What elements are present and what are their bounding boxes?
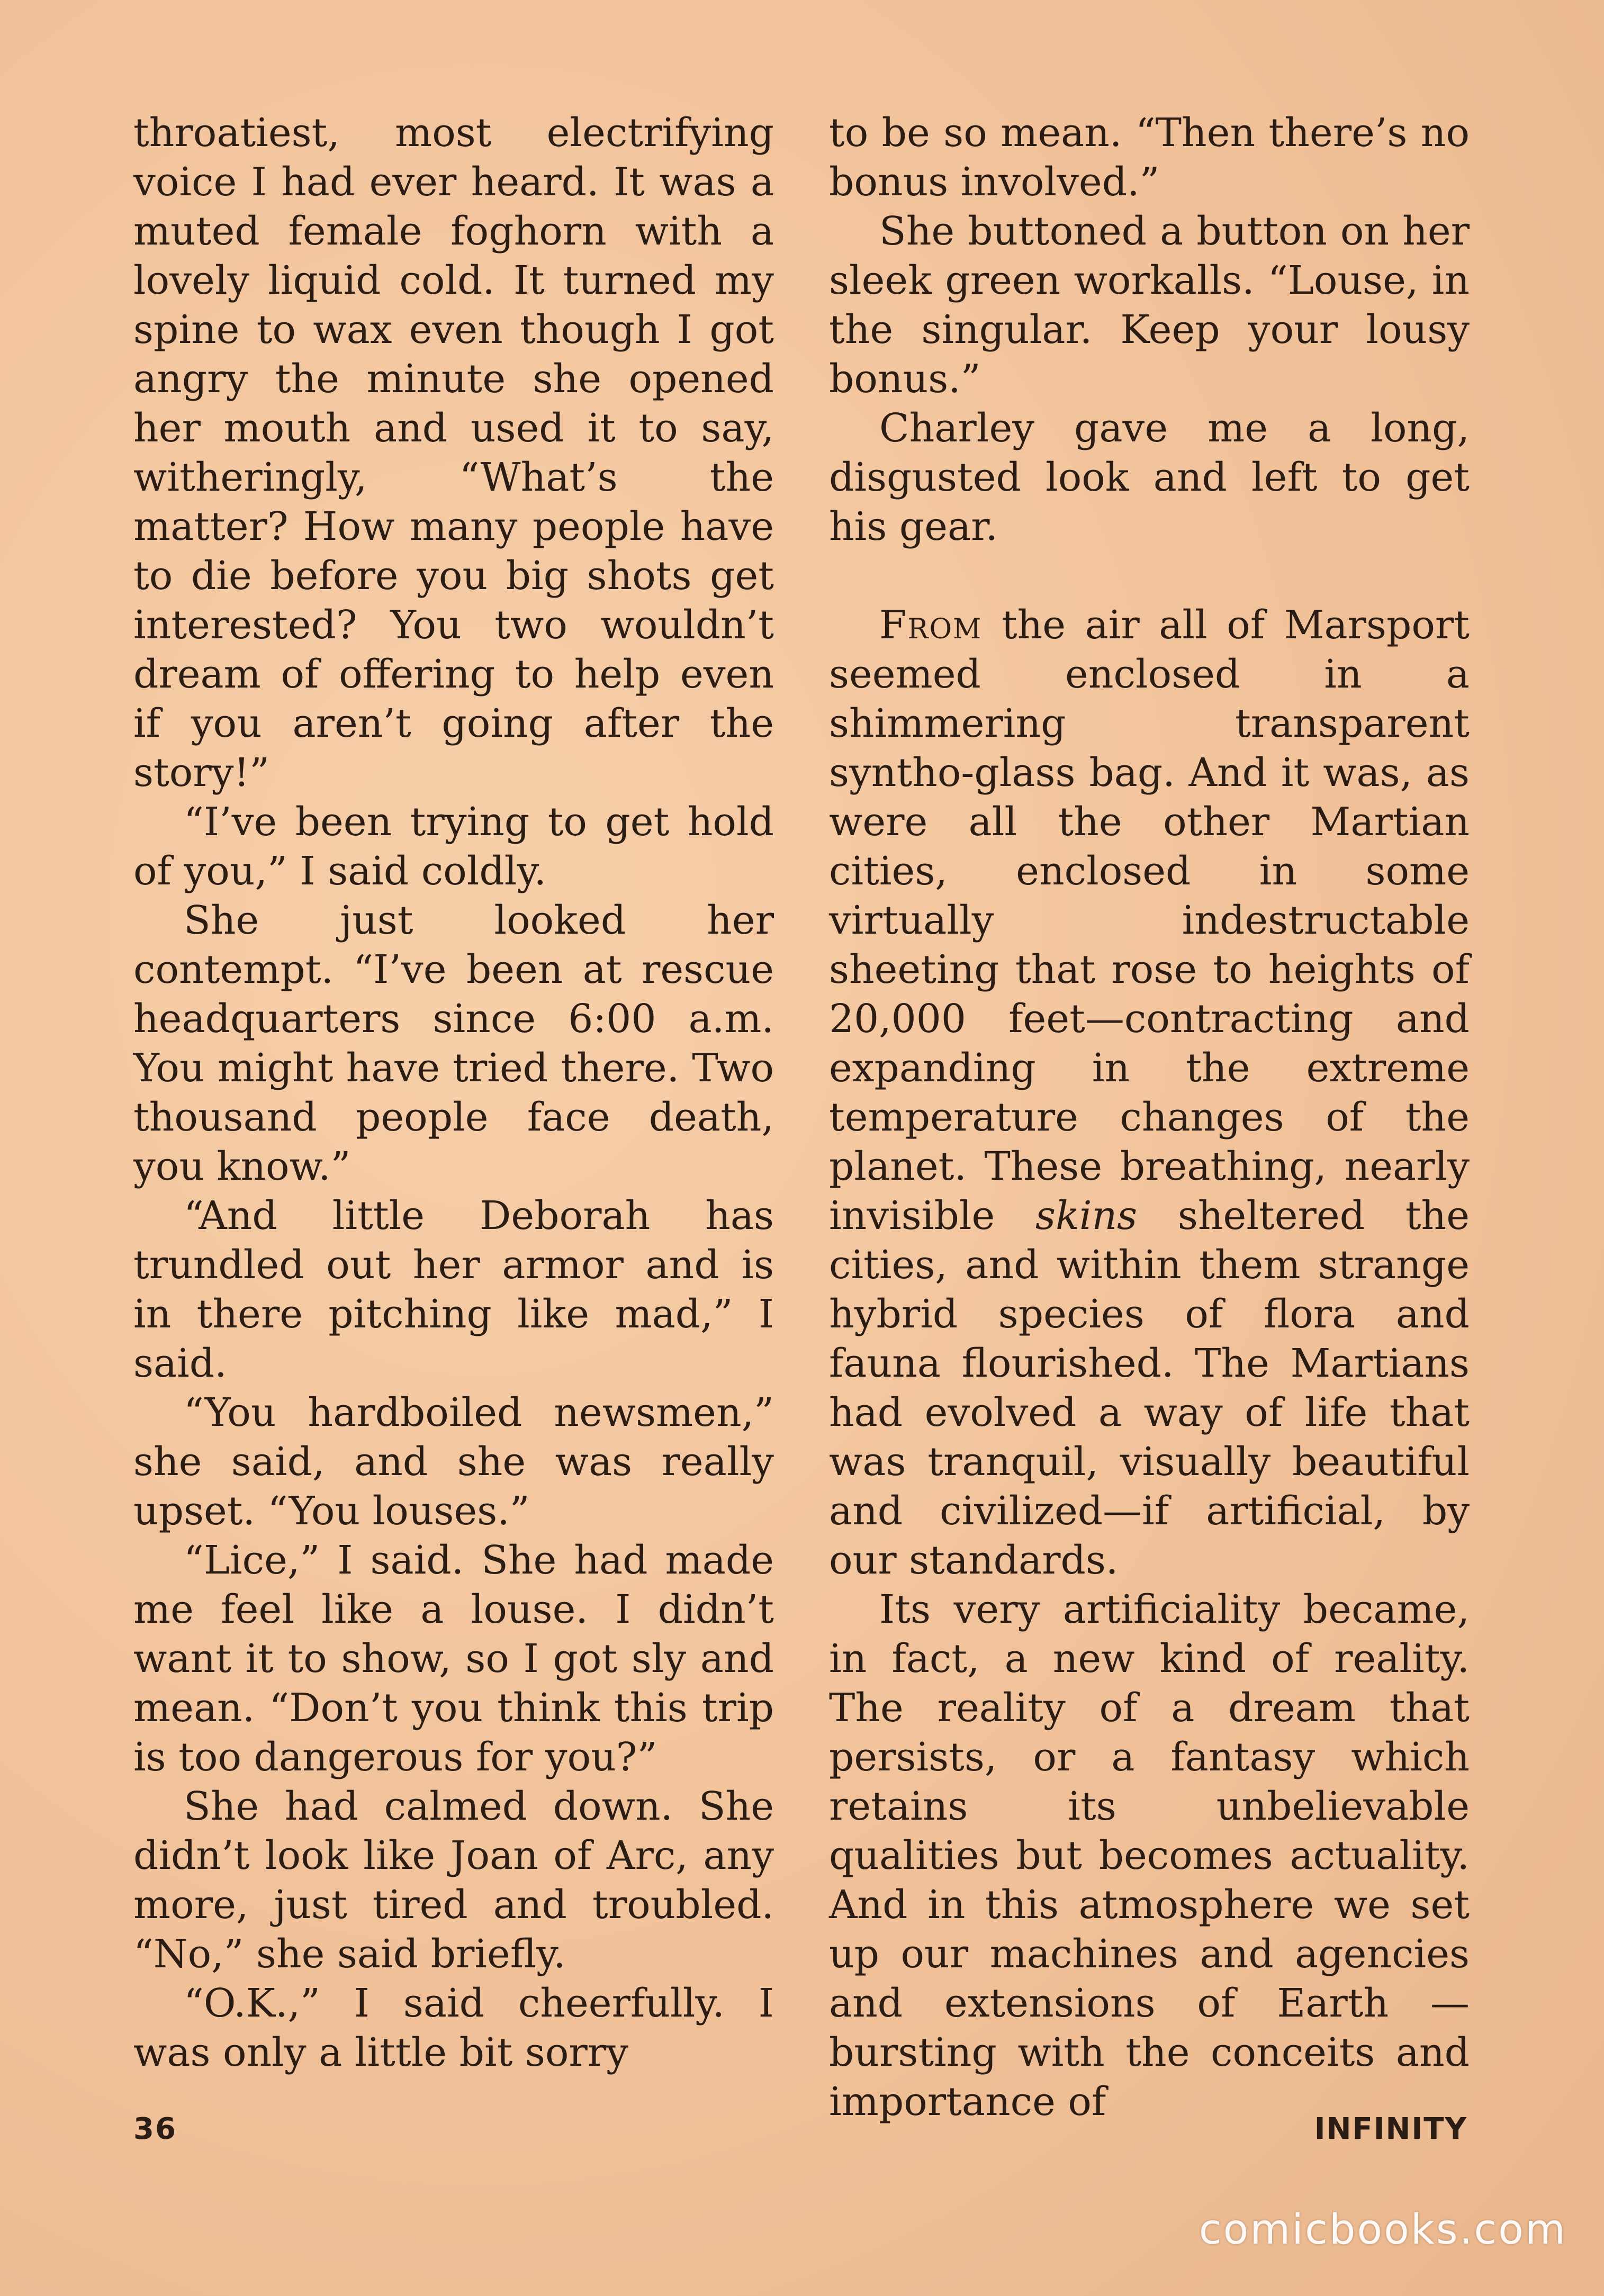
paragraph: “You hardboiled newsmen,” she said, and she was really upset. “You louses.” [133, 1390, 774, 1534]
paragraph-text: sheltered the cities, and within them strange hybrid species of flora and fauna flourished. The Martians had evolved a way of life that was tranquil, visually beautiful and civilized—if artificial, by our standards. [829, 1193, 1470, 1583]
section-paragraph [829, 601, 1470, 1585]
watermark: comicbooks.com [1199, 2206, 1567, 2254]
paragraph: She had calmed down. She didn’t look like Joan of Arc, any more, just tired and troubled. “No,” she said briefly. [133, 1784, 774, 1977]
right-text-column [829, 109, 1470, 2127]
paragraph-text: the air all of Marsport seemed enclosed in a shimmering transparent syntho-glass bag. And it was, as were all the other Martian cities, enclosed in some virtually indestructable sheeting that rose to heights of 20,000 feet—contracting and expanding in the extreme temperature changes of the planet. These breathing, nearly invisible [829, 602, 1470, 1239]
magazine-title: INFINITY [1314, 2112, 1467, 2146]
section-lead-in: From [879, 602, 983, 648]
paragraph: to be so mean. “Then there’s no bonus involved.” [829, 110, 1470, 205]
paragraph: She buttoned a button on her sleek green workalls. “Louse, in the singular. Keep your lousy bonus.” [829, 209, 1470, 402]
paragraph: “I’ve been trying to get hold of you,” I said coldly. [133, 799, 774, 894]
left-text-column [133, 109, 774, 2077]
paragraph: Charley gave me a long, disgusted look and left to get his gear. [829, 405, 1470, 549]
paragraph: Its very artificiality became, in fact, a new kind of reality. The reality of a dream that persists, or a fantasy which retains its unbelievable qualities but becomes actuality. And in this atmosphere we set up our machines and agencies and extensions of Earth — bursting with the conceits and importance of [829, 1587, 1470, 2125]
paragraph: She just looked her contempt. “I’ve been at rescue headquarters since 6:00 a.m. You might have tried there. Two thousand people face death, you know.” [133, 898, 774, 1189]
paragraph: throatiest, most electrifying voice I had ever heard. It was a muted female foghorn with a lovely liquid cold. It turned my spine to wax even though I got angry the minute she opened her mouth and used it to say, witheringly, “What’s the matter? How many people have to die before you big shots get interested? You two wouldn’t dream of offering to help even if you aren’t going after the story!” [133, 110, 774, 796]
italic-word: skins [1035, 1193, 1138, 1239]
paragraph: “O.K.,” I said cheerfully. I was only a little bit sorry [133, 1981, 774, 2075]
page-number: 36 [133, 2112, 177, 2146]
paragraph: “Lice,” I said. She had made me feel like a louse. I didn’t want it to show, so I got sly and mean. “Don’t you think this trip is too dangerous for you?” [133, 1538, 774, 1780]
paragraph: “And little Deborah has trundled out her armor and is in there pitching like mad,” I said. [133, 1193, 774, 1386]
